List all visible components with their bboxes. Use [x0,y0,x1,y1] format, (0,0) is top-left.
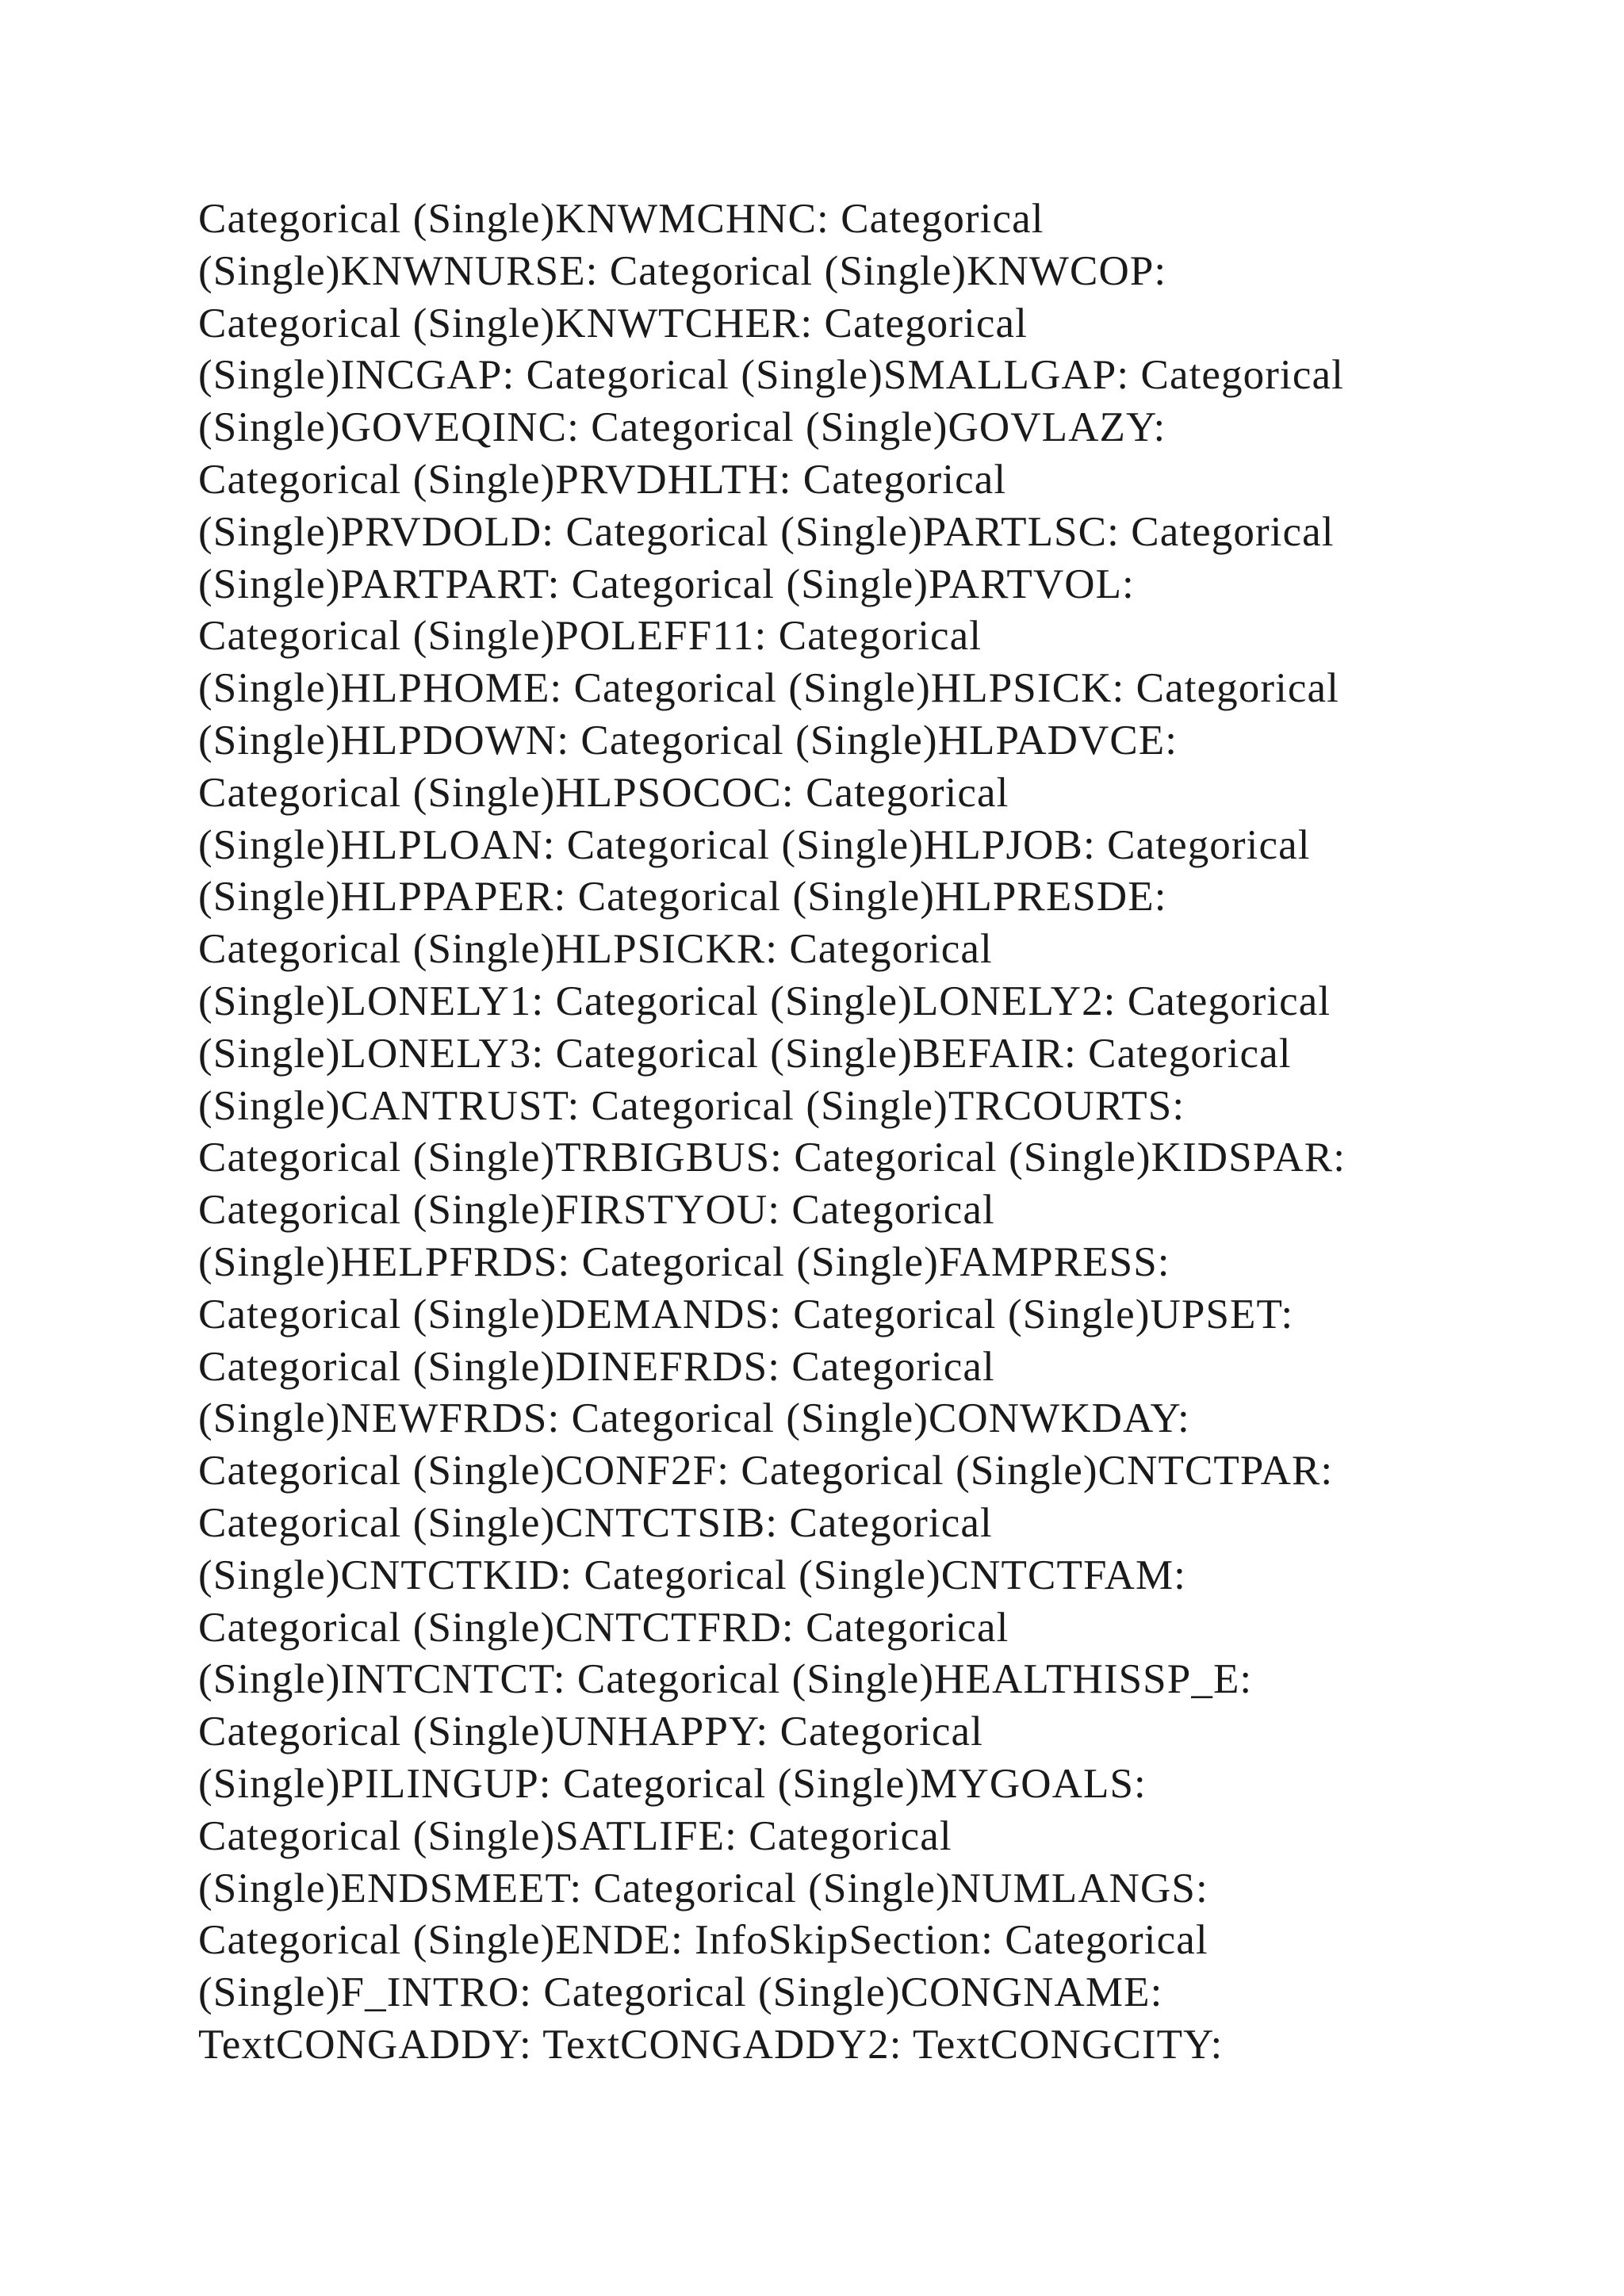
text-line: (Single)LONELY1: Categorical (Single)LONELY2: Categorical [198,978,1331,1024]
text-line: (Single)PILINGUP: Categorical (Single)MYGOALS: [198,1760,1147,1807]
text-line: Categorical (Single)KNWMCHNC: Categorical [198,196,1044,242]
text-line: (Single)LONELY3: Categorical (Single)BEFAIR: Categorical [198,1030,1292,1077]
text-line: Categorical (Single)HLPSICKR: Categorical [198,926,993,973]
text-line: (Single)HLPHOME: Categorical (Single)HLPSICK: Categorical [198,665,1339,712]
text-line: (Single)NEWFRDS: Categorical (Single)CONWKDAY: [198,1395,1190,1442]
text-line: (Single)HLPPAPER: Categorical (Single)HLPRESDE: [198,874,1167,920]
text-line: Categorical (Single)CNTCTFRD: Categorical [198,1604,1009,1651]
text-line: Categorical (Single)POLEFF11: Categorical [198,613,982,660]
text-line: (Single)KNWNURSE: Categorical (Single)KNWCOP: [198,247,1167,294]
text-line: Categorical (Single)CNTCTSIB: Categorical [198,1499,993,1546]
text-line: (Single)HLPLOAN: Categorical (Single)HLPJOB: Categorical [198,821,1311,868]
text-line: Categorical (Single)DEMANDS: Categorical (Single)UPSET: [198,1291,1294,1337]
text-line: Categorical (Single)ENDE: InfoSkipSection: Categorical [198,1917,1208,1964]
text-line: Categorical (Single)PRVDHLTH: Categorical [198,456,1007,503]
text-line: Categorical (Single)TRBIGBUS: Categorical (Single)KIDSPAR: [198,1135,1346,1181]
text-line: (Single)ENDSMEET: Categorical (Single)NUMLANGS: [198,1865,1208,1911]
text-line: (Single)HLPDOWN: Categorical (Single)HLPADVCE: [198,717,1178,763]
text-line: Categorical (Single)HLPSOCOC: Categorical [198,769,1009,816]
text-line: (Single)INCGAP: Categorical (Single)SMALLGAP: Categorical [198,352,1344,399]
text-line: Categorical (Single)DINEFRDS: Categorical [198,1343,995,1390]
text-line: (Single)INTCNTCT: Categorical (Single)HEALTHISSP_E: [198,1656,1253,1703]
text-line: Categorical (Single)KNWTCHER: Categorical [198,300,1028,346]
text-line: Categorical (Single)FIRSTYOU: Categorical [198,1187,995,1234]
text-line: Categorical (Single)SATLIFE: Categorical [198,1812,952,1859]
text-line: (Single)GOVEQINC: Categorical (Single)GOVLAZY: [198,404,1166,451]
text-line: Categorical (Single)UNHAPPY: Categorical [198,1709,983,1755]
text-line: (Single)HELPFRDS: Categorical (Single)FAMPRESS: [198,1238,1170,1285]
text-line: (Single)CANTRUST: Categorical (Single)TRCOURTS: [198,1082,1185,1129]
text-line: Categorical (Single)CONF2F: Categorical (Single)CNTCTPAR: [198,1448,1334,1494]
text-line: (Single)PARTPART: Categorical (Single)PARTVOL: [198,561,1135,607]
text-line: TextCONGADDY: TextCONGADDY2: TextCONGCITY: [198,2021,1224,2068]
body-text [198,193,1499,2072]
text-line: (Single)PRVDOLD: Categorical (Single)PARTLSC: Categorical [198,508,1335,555]
text-line: (Single)F_INTRO: Categorical (Single)CONGNAME: [198,1969,1163,2016]
text-line: (Single)CNTCTKID: Categorical (Single)CNTCTFAM: [198,1552,1187,1598]
